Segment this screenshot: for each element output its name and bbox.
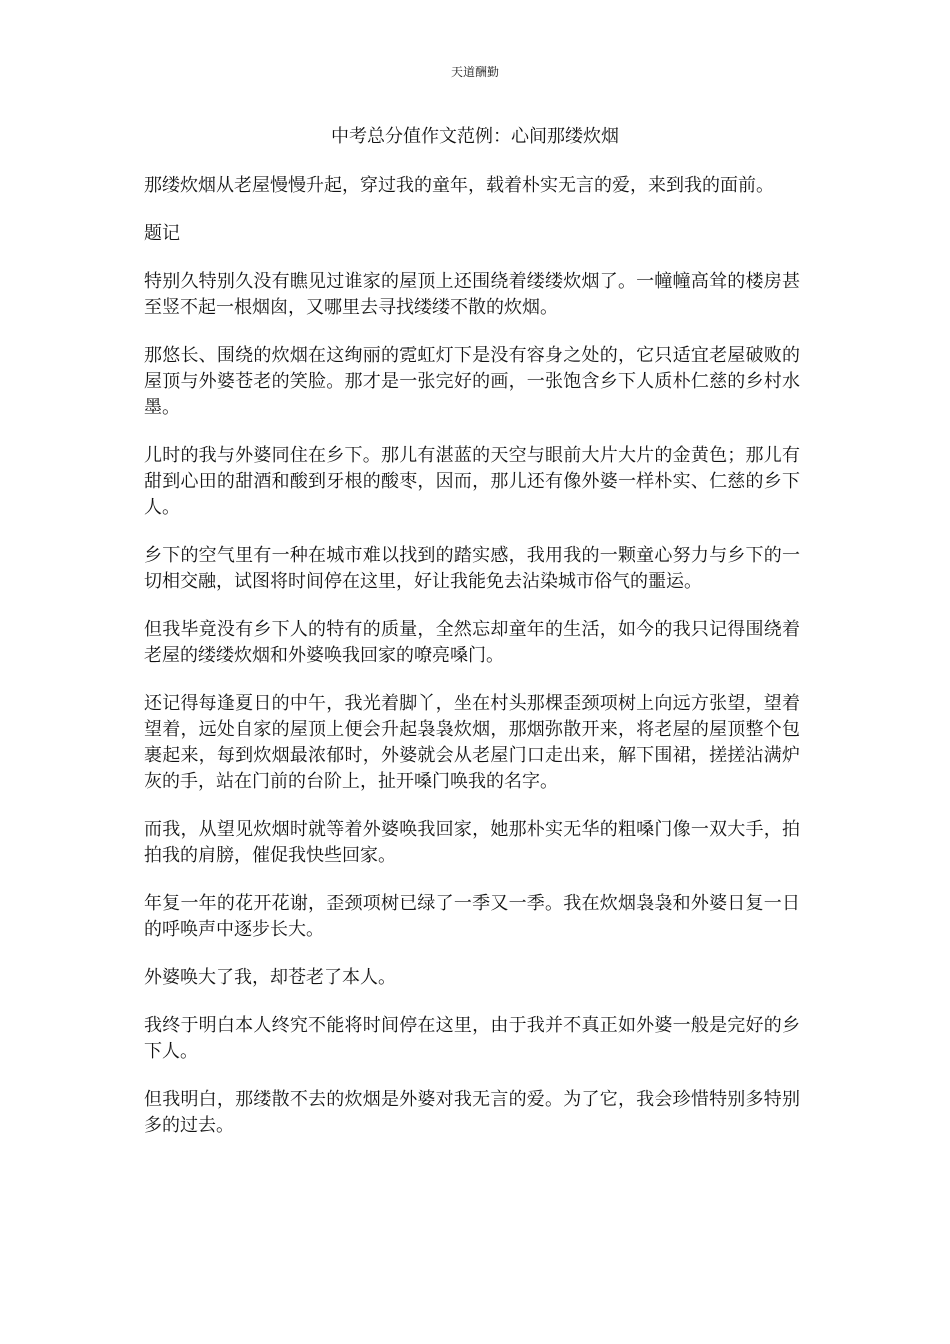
paragraph-2: 题记 [144,223,180,244]
paragraph-4: 那悠长、围绕的炊烟在这绚丽的霓虹灯下是没有容身之处的，它只适宜老屋破败的屋顶与外婆苍老的笑脸。那才是一张完好的画，一张饱含乡下人质朴仁慈的乡村水墨。 [144,345,800,418]
paragraph-3: 特别久特别久没有瞧见过谁家的屋顶上还围绕着缕缕炊烟了。一幢幢高耸的楼房甚至竖不起一根烟囱，又哪里去寻找缕缕不散的炊烟。 [144,271,800,318]
paragraph-11: 外婆唤大了我，却苍老了本人。 [144,967,396,988]
document-body [144,173,800,1161]
paragraph-8: 还记得每逢夏日的中午，我光着脚丫，坐在村头那棵歪颈项树上向远方张望，望着望着，远处自家的屋顶上便会升起袅袅炊烟，那烟弥散开来，将老屋的屋顶整个包裹起来，每到炊烟最浓郁时，外婆就会从老屋门口走出来，解下围裙，搓搓沾满炉灰的手，站在门前的台阶上，扯开嗓门唤我的名字。 [144,693,800,792]
paragraph-5: 儿时的我与外婆同住在乡下。那儿有湛蓝的天空与眼前大片大片的金黄色；那儿有甜到心田的甜酒和酸到牙根的酸枣，因而，那儿还有像外婆一样朴实、仁慈的乡下人。 [144,445,800,518]
paragraph-6: 乡下的空气里有一种在城市难以找到的踏实感，我用我的一颗童心努力与乡下的一切相交融，试图将时间停在这里，好让我能免去沾染城市俗气的噩运。 [144,545,800,592]
paragraph-1: 那缕炊烟从老屋慢慢升起，穿过我的童年，载着朴实无言的爱，来到我的面前。 [144,175,774,196]
paragraph-12: 我终于明白本人终究不能将时间停在这里，由于我并不真正如外婆一般是完好的乡下人。 [144,1015,800,1062]
paragraph-10: 年复一年的花开花谢，歪颈项树已绿了一季又一季。我在炊烟袅袅和外婆日复一日的呼唤声中逐步长大。 [144,893,800,940]
paragraph-7: 但我毕竟没有乡下人的特有的质量，全然忘却童年的生活，如今的我只记得围绕着老屋的缕缕炊烟和外婆唤我回家的嘹亮嗓门。 [144,619,800,666]
page-header: 天道酬勤 [450,65,499,79]
page-title: 中考总分值作文范例：心间那缕炊烟 [331,126,619,147]
paragraph-9: 而我，从望见炊烟时就等着外婆唤我回家，她那朴实无华的粗嗓门像一双大手，拍拍我的肩膀，催促我快些回家。 [144,819,800,866]
paragraph-13: 但我明白，那缕散不去的炊烟是外婆对我无言的爱。为了它，我会珍惜特别多特别多的过去。 [144,1089,800,1136]
